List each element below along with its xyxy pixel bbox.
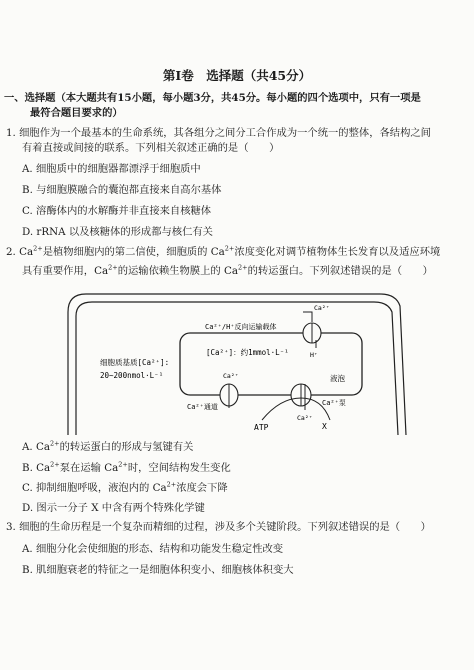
section-heading-cont: 最符合题目要求的） (30, 107, 123, 119)
antiporter-ca-arrow (303, 312, 312, 322)
q2-option-d: D. 图示一分子 X 中含有两个特殊化学键 (22, 502, 205, 514)
q3-stem: 3. 细胞的生命历程是一个复杂而精细的过程，涉及多个关键阶段。下列叙述错误的是（ ） (6, 521, 431, 533)
q2-option-c: C. 抑制细胞呼吸，液泡内的 $Ca^{2+}$浓度会下降 (22, 480, 228, 494)
x-label: X (322, 422, 327, 431)
atp-label: ATP (254, 423, 269, 432)
antiporter-ca-label: Ca²⁺ (314, 304, 330, 312)
vacuole-ca-concentration: [Ca²⁺]：约1mmol·L⁻¹ (206, 348, 289, 357)
vacuole-label: 液泡 (330, 374, 345, 383)
q3-option-b: B. 肌细胞衰老的特征之一是细胞体积变小、细胞核体积变大 (22, 564, 294, 576)
q1-stem-line1: 1. 细胞作为一个最基本的生命系统，其各组分之间分工合作成为一个统一的整体，各结构之间 (6, 127, 431, 139)
q1-option-a: A. 细胞质中的细胞器都漂浮于细胞质中 (22, 163, 201, 175)
q1-option-c: C. 溶酶体内的水解酶并非直接来自核糖体 (22, 205, 212, 217)
q1-stem-line2: 有着直接或间接的联系。下列相关叙述正确的是（ ） (22, 142, 280, 154)
q2-option-b: B. $Ca^{2+}$泵在运输 $Ca^{2+}$时，空间结构发生变化 (22, 460, 231, 474)
cell-membrane-outline (76, 302, 398, 435)
pump-ca-label: Ca²⁺ (297, 414, 313, 422)
cytosol-ca-range: 20~200nmol·L⁻¹ (100, 371, 164, 380)
cytosol-ca-label: 细胞质基质[Ca²⁺]: (100, 358, 170, 367)
antiporter-h-label: H⁺ (310, 351, 318, 359)
channel-ca-label: Ca²⁺ (223, 372, 239, 380)
part-title: 第Ⅰ卷 选择题（共45分） (162, 68, 312, 83)
q1-option-d: D. rRNA 以及核糖体的形成都与核仁有关 (22, 226, 213, 238)
q2-stem-line2: 具有重要作用，$Ca^{2+}$的运输依赖生物膜上的 $Ca^{2+}$的转运蛋白。下列叙述错误的是（ ） (22, 263, 433, 277)
antiporter-label: Ca²⁺/H⁺反向运输载体 (205, 323, 277, 331)
q2-option-a: A. $Ca^{2+}$的转运蛋白的形成与氢键有关 (22, 439, 194, 453)
q3-option-a: A. 细胞分化会使细胞的形态、结构和功能发生稳定性改变 (22, 543, 284, 555)
q1-option-b: B. 与细胞膜融合的囊泡都直接来自高尔基体 (22, 184, 222, 196)
q2-stem-line1: 2. $Ca^{2+}$是植物细胞内的第二信使，细胞质的 $Ca^{2+}$浓度变化对调节植物体生长发育以及适应环境 (6, 244, 441, 258)
section-heading: 一、选择题（本大题共有15小题，每小题3分，共45分。每小题的四个选项中，只有一项是 (4, 92, 421, 104)
ca-pump-label: Ca²⁺泵 (322, 399, 346, 407)
ca-channel-label: Ca²⁺通道 (187, 403, 218, 411)
vacuole-membrane (180, 333, 362, 395)
